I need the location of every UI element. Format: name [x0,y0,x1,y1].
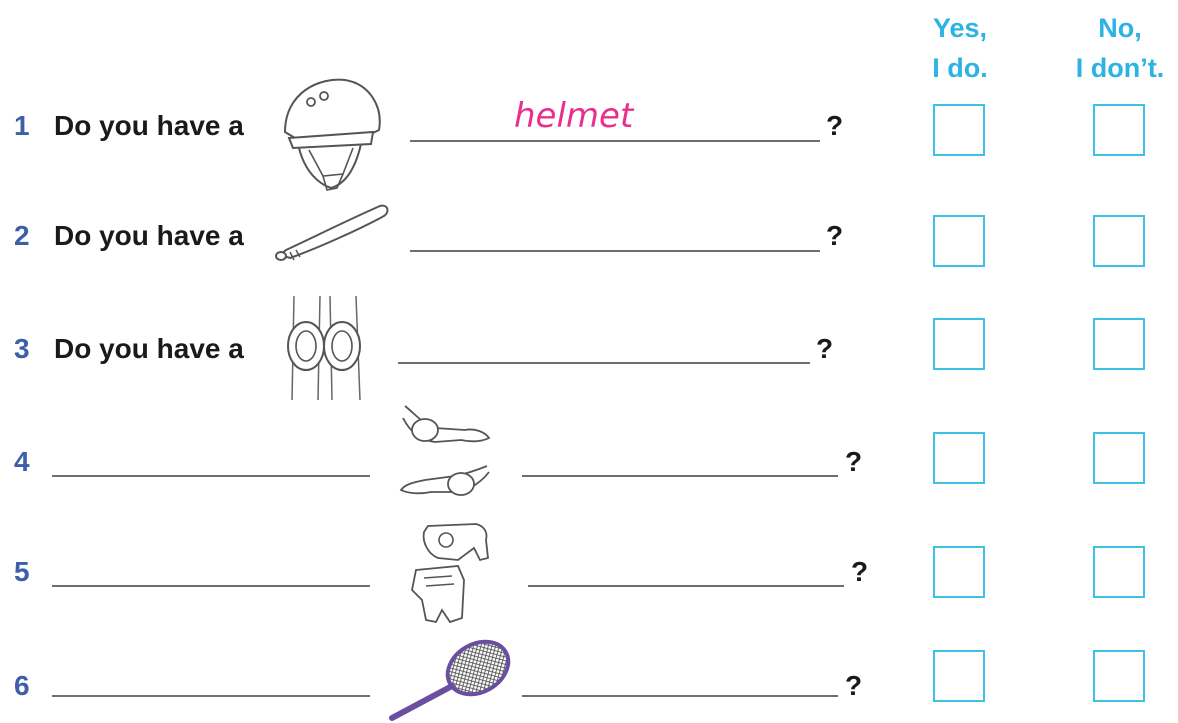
question-number: 3 [14,333,30,364]
question-number: 2 [14,220,30,251]
yes-header-line2: I do. [932,53,988,83]
answer-blank[interactable] [410,140,820,142]
no-column-header [1060,8,1178,88]
yes-checkbox[interactable] [933,104,985,156]
yes-checkbox[interactable] [933,215,985,267]
gloves-icon [402,518,492,628]
answer-blank[interactable] [522,695,838,697]
yes-checkbox[interactable] [933,432,985,484]
question-mark: ? [816,333,834,364]
question-mark: ? [845,446,863,477]
answer-blank[interactable] [528,585,844,587]
helmet-icon [275,72,385,197]
answer-blank[interactable] [410,250,820,252]
question-blank[interactable] [52,475,370,477]
answer-blank[interactable] [522,475,838,477]
baseball-bat-icon [272,200,392,265]
question-prompt: Do you have a [54,333,244,364]
question-number: 4 [14,446,30,477]
yes-checkbox[interactable] [933,318,985,370]
no-checkbox[interactable] [1093,546,1145,598]
question-blank[interactable] [52,695,370,697]
answer-text: helmet [514,96,634,136]
question-mark: ? [826,110,844,141]
question-prompt: Do you have a [54,220,244,251]
no-header-line2: I don’t. [1075,53,1165,83]
question-number: 6 [14,670,30,701]
no-checkbox[interactable] [1093,318,1145,370]
question-blank[interactable] [52,585,370,587]
tennis-racket-icon [386,636,516,721]
question-mark: ? [851,556,869,587]
yes-checkbox[interactable] [933,650,985,702]
yes-column-header [900,8,1020,88]
question-number: 1 [14,110,30,141]
elbow-pads-icon [395,396,495,506]
no-checkbox[interactable] [1093,432,1145,484]
no-checkbox[interactable] [1093,650,1145,702]
answer-blank[interactable] [398,362,810,364]
question-mark: ? [845,670,863,701]
question-prompt: Do you have a [54,110,244,141]
no-header-line1: No, [1098,13,1142,43]
no-checkbox[interactable] [1093,104,1145,156]
yes-header-line1: Yes, [932,13,988,43]
question-number: 5 [14,556,30,587]
no-checkbox[interactable] [1093,215,1145,267]
knee-pads-icon [280,292,370,402]
question-mark: ? [826,220,844,251]
yes-checkbox[interactable] [933,546,985,598]
